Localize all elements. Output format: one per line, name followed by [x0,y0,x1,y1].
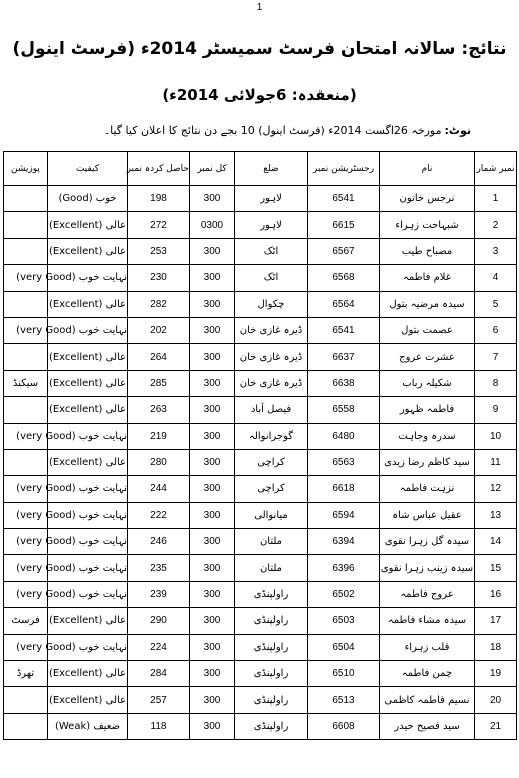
status-cell: نہایت خوب (very Good) [48,555,128,581]
name-cell: سیدہ زینب زہرا نقوی [380,555,475,581]
header-serial: نمبر شمار [475,152,517,186]
position-cell [4,186,48,212]
header-position: پوزیشن [4,152,48,186]
name-cell: غلام فاطمہ [380,265,475,291]
serial-cell: 21 [475,713,517,739]
table-row [4,186,517,212]
obtained-marks-cell: 118 [128,713,190,739]
name-cell: شبہاحت زہراء [380,212,475,238]
name-cell: سید کاظم رضا زیدی [380,449,475,475]
registration-cell: 6558 [308,397,380,423]
obtained-marks-cell: 257 [128,687,190,713]
obtained-marks-cell: 219 [128,423,190,449]
table-row [4,476,517,502]
name-cell: نرجس خاتون [380,186,475,212]
status-cell: نہایت خوب (very Good) [48,634,128,660]
obtained-marks-cell: 264 [128,344,190,370]
obtained-marks-cell: 222 [128,502,190,528]
serial-cell: 20 [475,687,517,713]
registration-cell: 6394 [308,529,380,555]
serial-cell: 18 [475,634,517,660]
name-cell: سیدہ مرضیہ بتول [380,291,475,317]
obtained-marks-cell: 239 [128,581,190,607]
serial-cell: 12 [475,476,517,502]
obtained-marks-cell: 272 [128,212,190,238]
total-marks-cell: 300 [190,186,235,212]
table-row [4,529,517,555]
obtained-marks-cell: 224 [128,634,190,660]
district-cell: چکوال [235,291,308,317]
registration-cell: 6480 [308,423,380,449]
district-cell: اٹک [235,238,308,264]
total-marks-cell: 300 [190,344,235,370]
name-cell: سدرہ وجاہت [380,423,475,449]
district-cell: ملتان [235,529,308,555]
total-marks-cell: 300 [190,238,235,264]
position-cell: تھرڈ [4,661,48,687]
position-cell [4,344,48,370]
total-marks-cell: 300 [190,687,235,713]
obtained-marks-cell: 202 [128,317,190,343]
table-row [4,265,517,291]
obtained-marks-cell: 253 [128,238,190,264]
status-cell: نہایت خوب (very Good) [48,529,128,555]
serial-cell: 15 [475,555,517,581]
registration-cell: 6513 [308,687,380,713]
status-cell: عالی (Excellent) [48,687,128,713]
status-cell: نہایت خوب (very Good) [48,265,128,291]
position-cell [4,713,48,739]
registration-cell: 6504 [308,634,380,660]
name-cell: نسیم فاطمہ کاظمی [380,687,475,713]
serial-cell: 3 [475,238,517,264]
total-marks-cell: 0300 [190,212,235,238]
status-cell: عالی (Excellent) [48,291,128,317]
page-number: 1 [256,2,263,13]
total-marks-cell: 300 [190,370,235,396]
name-cell: نزہت فاطمہ [380,476,475,502]
district-cell: میانوالی [235,502,308,528]
serial-cell: 7 [475,344,517,370]
serial-cell: 2 [475,212,517,238]
table-row [4,291,517,317]
position-cell [4,449,48,475]
district-cell: راولپنڈی [235,713,308,739]
serial-cell: 11 [475,449,517,475]
name-cell: عقیل عباس شاہ [380,502,475,528]
name-cell: قلب زہراء [380,634,475,660]
status-cell: نہایت خوب (very Good) [48,423,128,449]
total-marks-cell: 300 [190,555,235,581]
status-cell: عالی (Excellent) [48,212,128,238]
total-marks-cell: 300 [190,713,235,739]
header-obtained-marks: حاصل کردہ نمبر [128,152,190,186]
position-cell [4,212,48,238]
obtained-marks-cell: 280 [128,449,190,475]
position-cell: سیکنڈ [4,370,48,396]
district-cell: کراچی [235,476,308,502]
registration-cell: 6564 [308,291,380,317]
obtained-marks-cell: 230 [128,265,190,291]
registration-cell: 6567 [308,238,380,264]
note-text: مورخہ 26اگست 2014ء (فرسٹ اینول) 10 بجے دن نتائج کا اعلان کیا گیا۔ [103,124,442,137]
obtained-marks-cell: 263 [128,397,190,423]
name-cell: عصمت بتول [380,317,475,343]
status-cell: ضعیف (Weak) [48,713,128,739]
total-marks-cell: 300 [190,634,235,660]
district-cell: اٹک [235,265,308,291]
table-row [4,423,517,449]
table-row [4,555,517,581]
status-cell: عالی (Excellent) [48,449,128,475]
status-cell: عالی (Excellent) [48,397,128,423]
table-row [4,317,517,343]
obtained-marks-cell: 285 [128,370,190,396]
header-registration: رجسٹریشن نمبر [308,152,380,186]
district-cell: لاہور [235,212,308,238]
name-cell: عروج فاطمہ [380,581,475,607]
total-marks-cell: 300 [190,502,235,528]
serial-cell: 14 [475,529,517,555]
status-cell: عالی (Excellent) [48,370,128,396]
name-cell: چمن فاطمہ [380,661,475,687]
table-row [4,397,517,423]
registration-cell: 6568 [308,265,380,291]
serial-cell: 13 [475,502,517,528]
obtained-marks-cell: 235 [128,555,190,581]
position-cell [4,238,48,264]
district-cell: راولپنڈی [235,608,308,634]
registration-cell: 6615 [308,212,380,238]
district-cell: ڈیرہ غازی خان [235,317,308,343]
registration-cell: 6541 [308,317,380,343]
table-header-row [4,152,517,186]
position-cell [4,397,48,423]
obtained-marks-cell: 198 [128,186,190,212]
registration-cell: 6608 [308,713,380,739]
total-marks-cell: 300 [190,449,235,475]
status-cell: عالی (Excellent) [48,344,128,370]
registration-cell: 6637 [308,344,380,370]
registration-cell: 6563 [308,449,380,475]
table-row [4,449,517,475]
district-cell: ملتان [235,555,308,581]
exam-date-subtitle: (منعقدہ: 6جولائی 2014ء) [162,86,357,104]
serial-cell: 10 [475,423,517,449]
total-marks-cell: 300 [190,317,235,343]
total-marks-cell: 300 [190,397,235,423]
total-marks-cell: 300 [190,581,235,607]
status-cell: نہایت خوب (very Good) [48,502,128,528]
obtained-marks-cell: 290 [128,608,190,634]
registration-cell: 6618 [308,476,380,502]
table-row [4,687,517,713]
table-row [4,608,517,634]
position-cell [4,687,48,713]
registration-cell: 6541 [308,186,380,212]
district-cell: راولپنڈی [235,581,308,607]
district-cell: فیصل آباد [235,397,308,423]
table-row [4,370,517,396]
total-marks-cell: 300 [190,423,235,449]
serial-cell: 6 [475,317,517,343]
obtained-marks-cell: 244 [128,476,190,502]
header-name: نام [380,152,475,186]
table-row [4,581,517,607]
status-cell: خوب (Good) [48,186,128,212]
name-cell: سیدہ گل زہرا نقوی [380,529,475,555]
obtained-marks-cell: 282 [128,291,190,317]
announcement-note [104,124,471,137]
total-marks-cell: 300 [190,265,235,291]
serial-cell: 9 [475,397,517,423]
registration-cell: 6638 [308,370,380,396]
name-cell: مصباح طیب [380,238,475,264]
total-marks-cell: 300 [190,608,235,634]
status-cell: عالی (Excellent) [48,608,128,634]
status-cell: عالی (Excellent) [48,238,128,264]
total-marks-cell: 300 [190,529,235,555]
table-row [4,661,517,687]
district-cell: لاہور [235,186,308,212]
status-cell: عالی (Excellent) [48,661,128,687]
serial-cell: 8 [475,370,517,396]
total-marks-cell: 300 [190,661,235,687]
serial-cell: 1 [475,186,517,212]
obtained-marks-cell: 246 [128,529,190,555]
district-cell: راولپنڈی [235,661,308,687]
header-status: کیفیت [48,152,128,186]
serial-cell: 19 [475,661,517,687]
position-cell: فرسٹ [4,608,48,634]
status-cell: نہایت خوب (very Good) [48,581,128,607]
registration-cell: 6396 [308,555,380,581]
district-cell: گوجرانوالہ [235,423,308,449]
table-row [4,502,517,528]
obtained-marks-cell: 284 [128,661,190,687]
registration-cell: 6502 [308,581,380,607]
results-table [3,151,517,740]
name-cell: شکیلہ رباب [380,370,475,396]
registration-cell: 6510 [308,661,380,687]
district-cell: کراچی [235,449,308,475]
serial-cell: 16 [475,581,517,607]
status-cell: نہایت خوب (very Good) [48,317,128,343]
name-cell: سید فصیح حیدر [380,713,475,739]
name-cell: سیدہ مشاء فاطمہ [380,608,475,634]
header-total-marks: کل نمبر [190,152,235,186]
total-marks-cell: 300 [190,291,235,317]
district-cell: راولپنڈی [235,687,308,713]
district-cell: ڈیرہ غازی خان [235,370,308,396]
status-cell: نہایت خوب (very Good) [48,476,128,502]
name-cell: عشرت عروج [380,344,475,370]
table-row [4,238,517,264]
table-row [4,634,517,660]
page-title: نتائج: سالانہ امتحان فرسٹ سمیسٹر 2014ء (فرسٹ اینول) [12,39,507,59]
serial-cell: 5 [475,291,517,317]
header-district: ضلع [235,152,308,186]
serial-cell: 4 [475,265,517,291]
table-row [4,713,517,739]
registration-cell: 6503 [308,608,380,634]
table-row [4,212,517,238]
district-cell: راولپنڈی [235,634,308,660]
serial-cell: 17 [475,608,517,634]
table-row [4,344,517,370]
registration-cell: 6594 [308,502,380,528]
total-marks-cell: 300 [190,476,235,502]
note-label: نوٹ: [444,124,471,137]
name-cell: فاطمہ ظہور [380,397,475,423]
district-cell: ڈیرہ غازی خان [235,344,308,370]
position-cell [4,291,48,317]
